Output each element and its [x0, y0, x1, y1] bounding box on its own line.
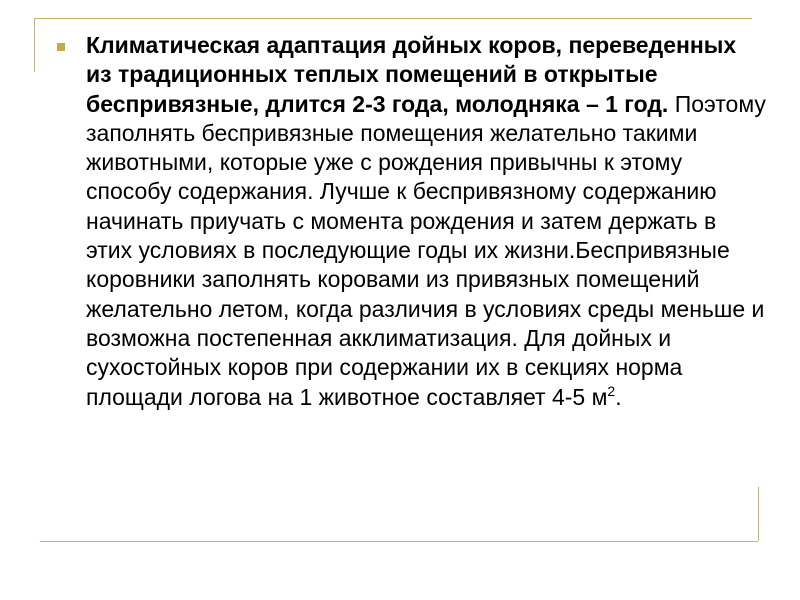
bottom-decorative-rule — [40, 541, 758, 542]
area-unit-superscript: 2 — [607, 382, 616, 399]
bullet-paragraph — [86, 31, 766, 412]
square-bullet-icon — [57, 43, 65, 51]
bullet-bold-text: Климатическая адаптация дойных коров, переведенных из традиционных теплых помещений в открытые беспривязные, длится 2-3 года, молодняка – 1 год. — [86, 32, 737, 117]
left-decorative-rule — [34, 18, 35, 72]
bullet-regular-text: Поэтому заполнять беспривязные помещения желательно такими животными, которые уже с рождения привычны к этому способу содержания. Лучше к беспривязному содержанию начинать приучать с момента рождения и затем держать в этих условиях в последующие годы их жизни.Беспривязные коровники заполнять коровами из привязных помещений желательно летом, когда различия в условиях среды меньше и возможна постепенная акклиматизация. Для дойных и сухостойных коров при содержании их в секциях норма площади логова на 1 животное составляет 4-5 м — [86, 90, 766, 410]
trailing-period: . — [615, 383, 622, 410]
right-decorative-rule — [758, 487, 759, 541]
top-decorative-rule — [34, 18, 752, 19]
